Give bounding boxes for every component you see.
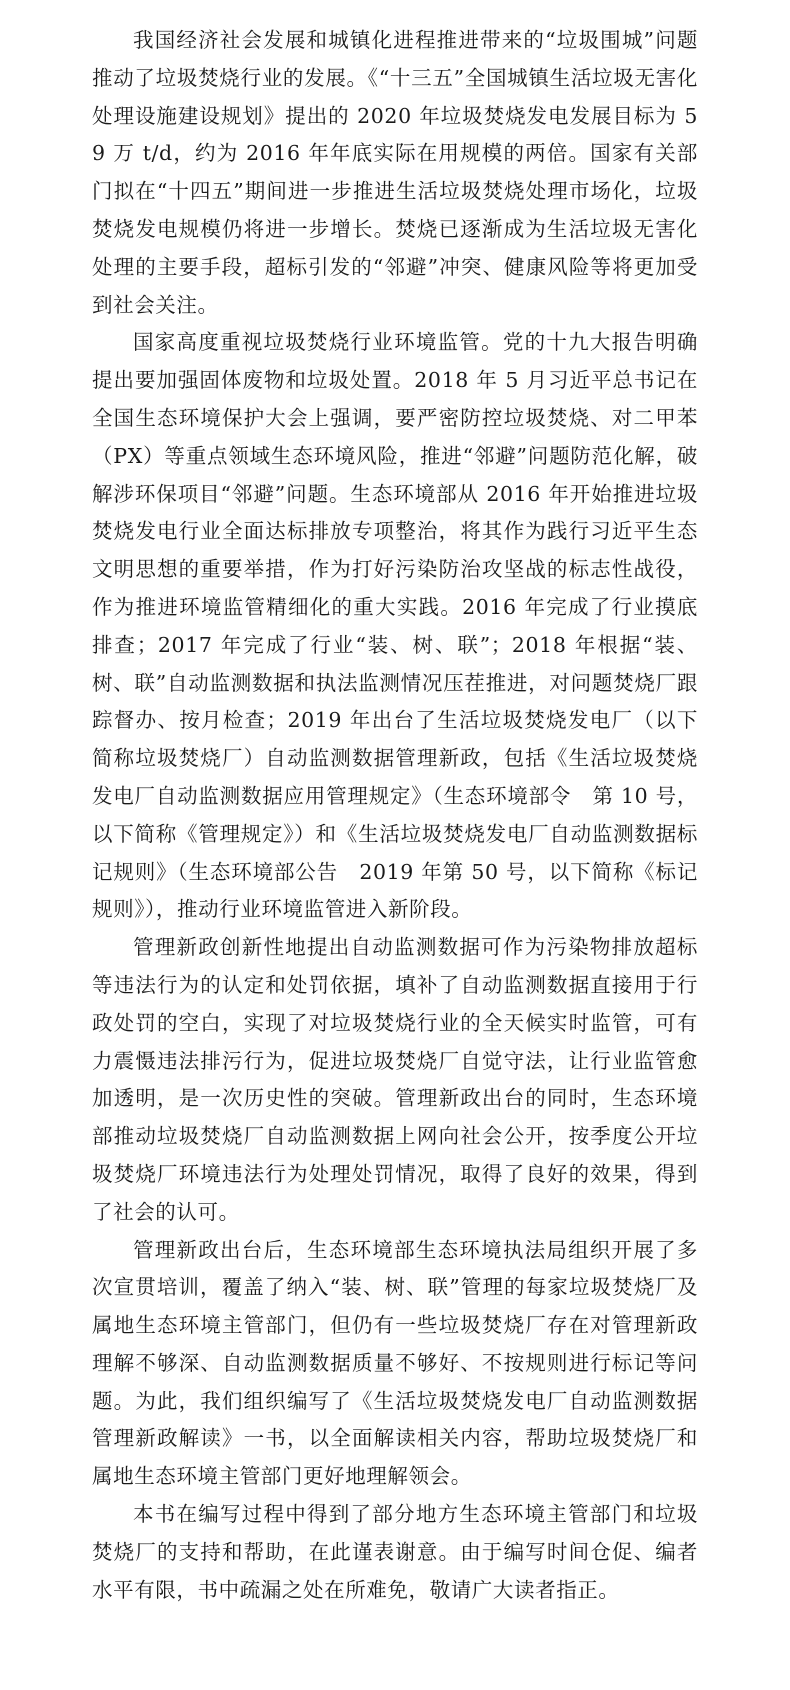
paragraph-5: 本书在编写过程中得到了部分地方生态环境主管部门和垃圾焚烧厂的支持和帮助，在此谨表谢意。由于编写时间仓促、编者水平有限，书中疏漏之处在所难免，敬请广大读者指正。 bbox=[92, 1502, 698, 1602]
paragraph-3: 管理新政创新性地提出自动监测数据可作为污染物排放超标等违法行为的认定和处罚依据，填补了自动监测数据直接用于行政处罚的空白，实现了对垃圾焚烧行业的全天候实时监管，可有力震慑违法排污行为，促进垃圾焚烧厂自觉守法，让行业监管愈加透明，是一次历史性的突破。管理新政出台的同时，生态环境部推动垃圾焚烧厂自动监测数据上网向社会公开，按季度公开垃圾焚烧厂环境违法行为处理处罚情况，取得了良好的效果，得到了社会的认可。 bbox=[92, 935, 698, 1224]
paragraph-2: 国家高度重视垃圾焚烧行业环境监管。党的十九大报告明确提出要加强固体废物和垃圾处置。2018 年 5 月习近平总书记在全国生态环境保护大会上强调，要严密防控垃圾焚烧、对二甲苯（PX）等重点领域生态环境风险，推进“邻避”问题防范化解，破解涉环保项目“邻避”问题。生态环境部从 2016 年开始推进垃圾焚烧发电行业全面达标排放专项整治，将其作为践行习近平生态文明思想的重要举措，作为打好污染防治攻坚战的标志性战役，作为推进环境监管精细化的重大实践。2016 年完成了行业摸底排查；2017 年完成了行业“装、树、联”；2018 年根据“装、树、联”自动监测数据和执法监测情况压茬推进，对问题焚烧厂跟踪督办、按月检查；2019 年出台了生活垃圾焚烧发电厂（以下简称垃圾焚烧厂）自动监测数据管理新政，包括《生活垃圾焚烧发电厂自动监测数据应用管理规定》（生态环境部令 第 10 号，以下简称《管理规定》）和《生活垃圾焚烧发电厂自动监测数据标记规则》（生态环境部公告 2019 年第 50 号，以下简称《标记规则》），推动行业环境监管进入新阶段。 bbox=[92, 330, 698, 922]
paragraph-1: 我国经济社会发展和城镇化进程推进带来的“垃圾围城”问题推动了垃圾焚烧行业的发展。《“十三五”全国城镇生活垃圾无害化处理设施建设规划》提出的 2020 年垃圾焚烧发电发展目标为 59 万 t/d，约为 2016 年年底实际在用规模的两倍。国家有关部门拟在“十四五”期间进一步推进生活垃圾焚烧处理市场化，垃圾焚烧发电规模仍将进一步增长。焚烧已逐渐成为生活垃圾无害化处理的主要手段，超标引发的“邻避”冲突、健康风险等将更加受到社会关注。 bbox=[92, 28, 698, 317]
paragraph-4: 管理新政出台后，生态环境部生态环境执法局组织开展了多次宣贯培训，覆盖了纳入“装、树、联”管理的每家垃圾焚烧厂及属地生态环境主管部门，但仍有一些垃圾焚烧厂存在对管理新政理解不够深、自动监测数据质量不够好、不按规则进行标记等问题。为此，我们组织编写了《生活垃圾焚烧发电厂自动监测数据管理新政解读》一书，以全面解读相关内容，帮助垃圾焚烧厂和属地生态环境主管部门更好地理解领会。 bbox=[92, 1237, 698, 1489]
